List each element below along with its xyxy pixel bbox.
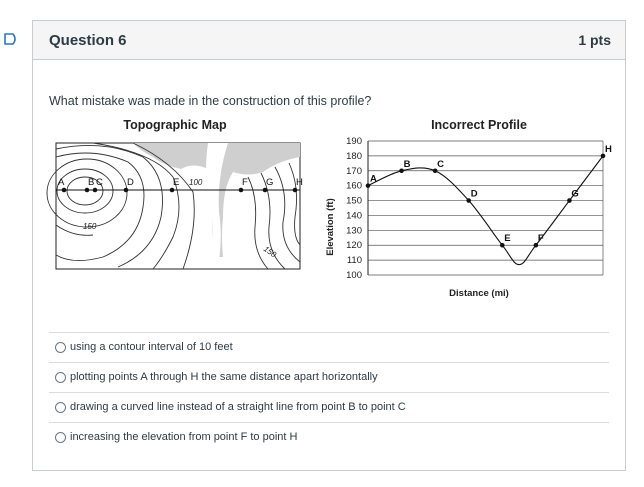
answer-text: plotting points A through H the same distance apart horizontally	[70, 371, 378, 383]
question-prompt: What mistake was made in the construction of this profile?	[49, 94, 372, 108]
topographic-map	[47, 143, 303, 269]
profile-y-tick-label: 140	[346, 210, 362, 222]
map-point-f	[239, 188, 244, 193]
question-header	[33, 21, 625, 60]
question-card	[32, 20, 626, 471]
profile-y-tick-label: 110	[346, 255, 362, 267]
profile-points	[366, 144, 612, 248]
contour-label-100: 100	[189, 178, 203, 187]
map-point-a	[62, 188, 67, 193]
question-title: Question 6	[49, 32, 127, 49]
answer-text: increasing the elevation from point F to point H	[70, 431, 298, 443]
answer-option-1[interactable]	[49, 332, 609, 362]
map-title: Topographic Map	[123, 118, 227, 132]
profile-y-tick-label: 170	[346, 165, 362, 177]
profile-y-tick-label: 100	[346, 270, 362, 281]
map-point-label-a: A	[58, 177, 65, 188]
profile-point-label-e: E	[504, 233, 511, 245]
map-point-label-f: F	[242, 177, 248, 188]
question-points: 1 pts	[578, 32, 611, 48]
map-point-label-c: C	[96, 177, 103, 188]
profile-point-label-a: A	[370, 173, 377, 185]
answer-text: using a contour interval of 10 feet	[70, 341, 233, 353]
profile-point-label-b: B	[403, 158, 411, 170]
answer-option-3[interactable]	[49, 392, 609, 422]
map-point-label-e: E	[173, 177, 180, 188]
answer-option-4[interactable]	[49, 422, 609, 452]
map-point-label-b: B	[88, 177, 95, 188]
profile-chart	[325, 136, 612, 299]
profile-point-label-f: F	[537, 233, 544, 245]
map-point-d	[124, 188, 129, 193]
profile-x-axis-label: Distance (mi)	[449, 288, 509, 299]
contour-label-150-left: 150	[83, 222, 97, 231]
profile-y-tick-label: 130	[346, 225, 362, 237]
profile-point-label-g: G	[571, 188, 579, 200]
profile-point-label-d: D	[470, 188, 478, 200]
map-point-label-d: D	[127, 177, 134, 188]
radio-button[interactable]	[55, 342, 66, 353]
map-point-e	[170, 188, 175, 193]
profile-point-label-c: C	[437, 158, 445, 170]
profile-y-axis-label: Elevation (ft)	[325, 198, 336, 256]
map-point-label-g: G	[266, 177, 274, 188]
answer-option-2[interactable]	[49, 362, 609, 392]
contour-label-150-right: 150	[261, 244, 278, 260]
answer-list	[49, 332, 609, 452]
radio-button[interactable]	[55, 372, 66, 383]
bookmark-flag-icon[interactable]	[4, 33, 18, 45]
profile-title: Incorrect Profile	[431, 118, 527, 132]
map-point-g	[263, 188, 268, 193]
profile-point-label-h: H	[605, 143, 612, 155]
answer-text: drawing a curved line instead of a straight line from point B to point C	[70, 401, 406, 413]
map-point-b	[85, 188, 90, 193]
profile-y-tick-label: 180	[346, 150, 362, 162]
profile-y-tick-label: 120	[346, 240, 362, 252]
profile-y-tick-label: 150	[346, 195, 362, 207]
profile-y-ticks	[346, 136, 362, 281]
map-point-label-h: H	[296, 177, 303, 188]
question-figure	[33, 117, 625, 317]
profile-y-tick-label: 160	[346, 180, 362, 192]
map-point-h	[293, 188, 298, 193]
profile-y-tick-label: 190	[346, 136, 362, 147]
radio-button[interactable]	[55, 402, 66, 413]
map-point-c	[93, 188, 98, 193]
radio-button[interactable]	[55, 432, 66, 443]
